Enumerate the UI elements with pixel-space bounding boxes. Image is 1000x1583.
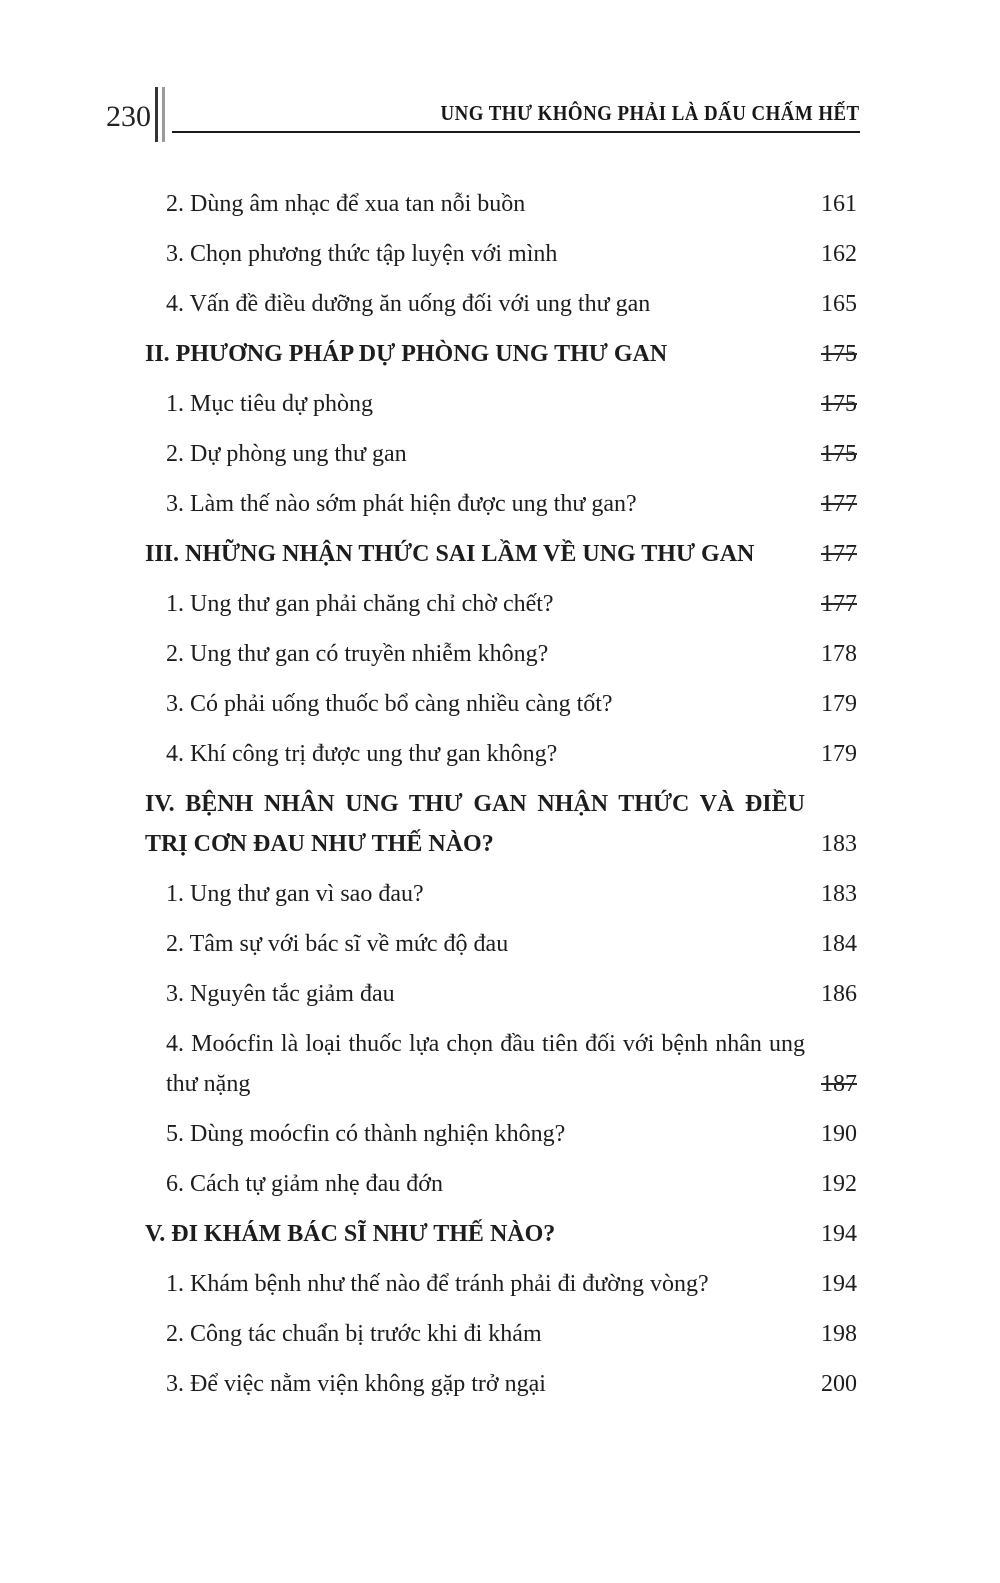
toc-entry-page: 175 <box>821 441 857 467</box>
toc-entry-page: 175 <box>821 341 857 367</box>
toc-row <box>145 1364 857 1404</box>
toc-entry-page: 165 <box>821 291 857 317</box>
toc-entry-label: 3. Chọn phương thức tập luyện với mình <box>166 241 558 267</box>
toc-row <box>145 874 857 914</box>
toc-entry-label: 2. Dùng âm nhạc để xua tan nỗi buồn <box>166 191 526 217</box>
header-divider-bars <box>155 87 165 142</box>
toc-entry-page: 198 <box>821 1321 857 1347</box>
toc-entry-label: III. NHỮNG NHẬN THỨC SAI LẦM VỀ UNG THƯ GAN <box>145 541 755 567</box>
toc-entry-page: 200 <box>821 1371 857 1397</box>
toc-row <box>145 284 857 324</box>
toc-entry-label: IV. BỆNH NHÂN UNG THƯ GAN NHẬN THỨC VÀ ĐIỀU TRỊ CƠN ĐAU NHƯ THẾ NÀO? <box>145 791 805 857</box>
toc-entry-page: 183 <box>821 881 857 907</box>
toc-entry-page: 194 <box>821 1221 857 1247</box>
header-rule <box>172 131 860 133</box>
toc-entry-label: 1. Ung thư gan vì sao đau? <box>166 881 424 907</box>
toc-row <box>145 384 857 424</box>
toc-entry-label: 2. Công tác chuẩn bị trước khi đi khám <box>166 1321 542 1347</box>
toc-row <box>145 1214 857 1254</box>
toc-row <box>145 684 857 724</box>
toc-row <box>145 434 857 474</box>
toc-entry-page: 190 <box>821 1121 857 1147</box>
toc-row <box>145 1264 857 1304</box>
toc-entry-page: 186 <box>821 981 857 1007</box>
toc-entry-label: 1. Khám bệnh như thế nào để tránh phải đi đường vòng? <box>166 1271 709 1297</box>
toc-entry-label: II. PHƯƠNG PHÁP DỰ PHÒNG UNG THƯ GAN <box>145 341 668 367</box>
toc-entry-page: 161 <box>821 191 857 217</box>
toc-entry-page: 162 <box>821 241 857 267</box>
toc-row <box>145 234 857 274</box>
toc-entry-page: 177 <box>821 591 857 617</box>
header-title: UNG THƯ KHÔNG PHẢI LÀ DẤU CHẤM HẾT <box>440 101 860 125</box>
toc-entry-page: 179 <box>821 741 857 767</box>
toc-entry-label: 4. Vấn đề điều dưỡng ăn uống đối với ung thư gan <box>166 291 651 317</box>
toc-entry-page: 177 <box>821 491 857 517</box>
page-number: 230 <box>106 100 151 133</box>
toc-row <box>145 534 857 574</box>
toc-entry-page: 183 <box>821 831 857 857</box>
toc-entry-label: 1. Ung thư gan phải chăng chỉ chờ chết? <box>166 591 554 617</box>
toc-entry-page: 192 <box>821 1171 857 1197</box>
toc-row <box>145 924 857 964</box>
toc-entry-page: 187 <box>821 1071 857 1097</box>
toc-entry-page: 177 <box>821 541 857 567</box>
toc-entry-page: 179 <box>821 691 857 717</box>
toc-entry-page: 178 <box>821 641 857 667</box>
toc-row <box>145 184 857 224</box>
toc-entry-label: 3. Làm thế nào sớm phát hiện được ung thư gan? <box>166 491 637 517</box>
toc-entry-page: 194 <box>821 1271 857 1297</box>
toc-entry-page: 175 <box>821 391 857 417</box>
toc-row <box>145 584 857 624</box>
toc-row <box>145 634 857 674</box>
toc-entry-label: 3. Nguyên tắc giảm đau <box>166 981 395 1007</box>
toc-entry-label: 6. Cách tự giảm nhẹ đau đớn <box>166 1171 443 1197</box>
toc-row <box>145 1314 857 1354</box>
toc-entry-label: 3. Có phải uống thuốc bổ càng nhiều càng tốt? <box>166 691 613 717</box>
toc-row <box>145 1024 857 1104</box>
toc-entry-label: 2. Dự phòng ung thư gan <box>166 441 407 467</box>
toc-entry-label: 3. Để việc nằm viện không gặp trở ngại <box>166 1371 546 1397</box>
toc-row <box>145 734 857 774</box>
toc-row <box>145 484 857 524</box>
toc-entry-label: V. ĐI KHÁM BÁC SĨ NHƯ THẾ NÀO? <box>145 1221 556 1247</box>
toc-row <box>145 1164 857 1204</box>
toc-entry-label: 4. Khí công trị được ung thư gan không? <box>166 741 558 767</box>
toc-entry-label: 2. Tâm sự với bác sĩ về mức độ đau <box>166 931 509 957</box>
toc-entry-label: 2. Ung thư gan có truyền nhiễm không? <box>166 641 549 667</box>
toc-entry-page: 184 <box>821 931 857 957</box>
toc-entry-label: 5. Dùng moócfin có thành nghiện không? <box>166 1121 566 1147</box>
toc-row <box>145 1114 857 1154</box>
toc-entry-label: 4. Moócfin là loại thuốc lựa chọn đầu tiên đối với bệnh nhân ung thư nặng <box>166 1031 805 1097</box>
toc-entry-label: 1. Mục tiêu dự phòng <box>166 391 373 417</box>
toc-row <box>145 334 857 374</box>
toc-row <box>145 784 857 864</box>
toc-list <box>145 184 857 1414</box>
toc-row <box>145 974 857 1014</box>
